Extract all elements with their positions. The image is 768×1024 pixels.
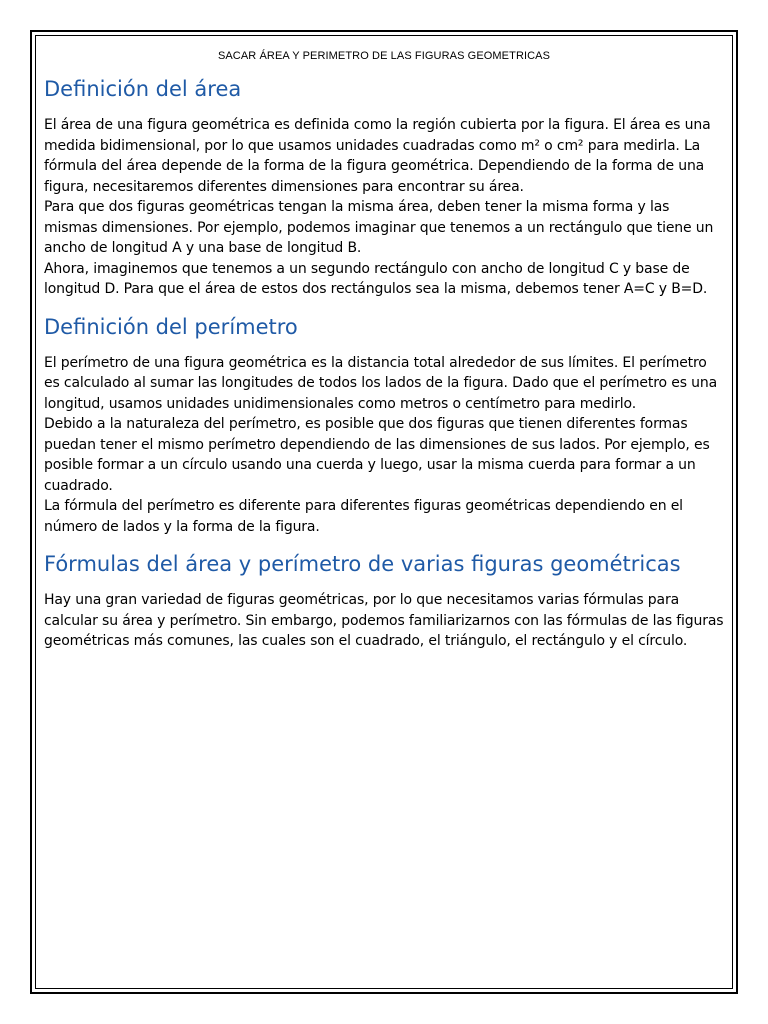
paragraph: Ahora, imaginemos que tenemos a un segundo rectángulo con ancho de longitud C y base de longitud D. Para que el área de estos dos rectángulos sea la misma, debemos tener A=C y B=D. <box>44 260 708 297</box>
document-body <box>44 50 724 666</box>
paragraph: La fórmula del perímetro es diferente para diferentes figuras geométricas dependiendo en el número de lados y la forma de la figura. <box>44 498 683 535</box>
section-formulas <box>44 551 724 652</box>
paragraph: Para que dos figuras geométricas tengan la misma área, deben tener la misma forma y las mismas dimensiones. Por ejemplo, podemos imaginar que tenemos a un rectángulo que tiene un ancho de longitud A y una base de longitud B. <box>44 199 714 256</box>
paragraph: El área de una figura geométrica es definida como la región cubierta por la figura. El área es una medida bidimensional, por lo que usamos unidades cuadradas como m² o cm² para medirla. La fórmula del área depende de la forma de la figura geométrica. Dependiendo de la forma de una figura, necesitaremos diferentes dimensiones para encontrar su área. <box>44 117 711 195</box>
section-heading: Fórmulas del área y perímetro de varias figuras geométricas <box>44 552 681 576</box>
paragraph: Hay una gran variedad de figuras geométricas, por lo que necesitamos varias fórmulas para calcular su área y perímetro. Sin embargo, podemos familiarizarnos con las fórmulas de las figuras geométricas más comunes, las cuales son el cuadrado, el triángulo, el rectángulo y el círculo. <box>44 592 724 649</box>
section-area-definition <box>44 76 724 300</box>
paragraph: Debido a la naturaleza del perímetro, es posible que dos figuras que tienen diferentes formas puedan tener el mismo perímetro dependiendo de las dimensiones de sus lados. Por ejemplo, es posible formar a un círculo usando una cuerda y luego, usar la misma cuerda para formar a un cuadrado. <box>44 416 710 494</box>
section-perimeter-definition <box>44 314 724 538</box>
section-heading: Definición del área <box>44 77 242 101</box>
paragraph: El perímetro de una figura geométrica es la distancia total alrededor de sus límites. El perímetro es calculado al sumar las longitudes de todos los lados de la figura. Dado que el perímetro es una longitud, usamos unidades unidimensionales como metros o centímetro para medirlo. <box>44 354 718 412</box>
section-heading: Definición del perímetro <box>44 314 298 339</box>
document-title: SACAR ÁREA Y PERIMETRO DE LAS FIGURAS GEOMETRICAS <box>217 50 551 62</box>
